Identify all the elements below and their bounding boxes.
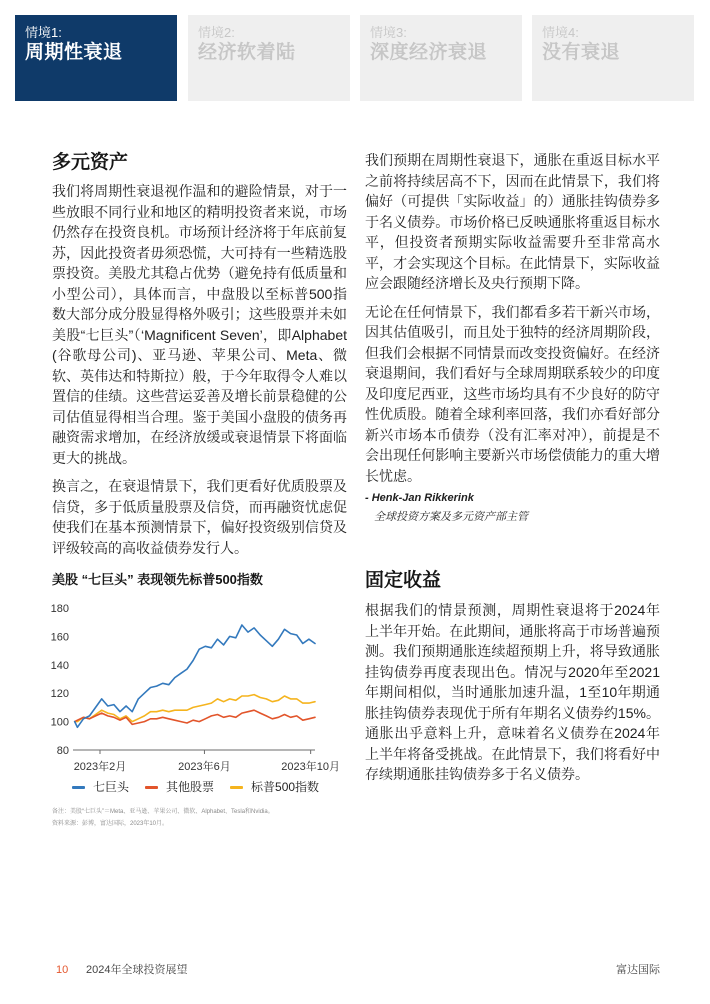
- body-paragraph: 根据我们的情景预测，周期性衰退将于2024年上半年开始。在此期间，通胀将高于市场普遍预测。我们预期通胀连续超预期上升，将导致通胀挂钩债券再度表现出色。情况与2020年至2021年期间相似，当时通胀加速升温，1至10年期通胀挂钩债券表现优于所有年期名义债券约15%。通胀出乎意料上升，意味着名义债券在2024年上半年将备受挑战。在此情景下，我们将看好中存续期通胀挂钩债券多于名义债券。: [365, 602, 660, 782]
- chart-source: 资料来源：彭博，富达国际，2023年10月。: [52, 821, 169, 827]
- multi-asset-body: [52, 181, 347, 558]
- y-tick-label: 100: [50, 716, 69, 729]
- author-attribution: [365, 489, 660, 527]
- tab-scenario-2[interactable]: [188, 15, 350, 101]
- tab-scenario-3[interactable]: [360, 15, 522, 101]
- author-name: - Henk-Jan Rikkerink: [365, 492, 474, 504]
- legend-item: [145, 779, 214, 795]
- y-tick-label: 180: [50, 603, 69, 615]
- chart-title: 美股 “七巨头” 表现领先标普500指数: [52, 572, 263, 587]
- tab-label: 情境3:: [370, 25, 407, 40]
- chart-footnote: [52, 806, 274, 830]
- tab-title: 深度经济衰退: [370, 42, 488, 63]
- legend-item: [230, 779, 319, 795]
- body-paragraph: 换言之，在衰退情景下，我们更看好优质股票及信贷，多于低质量股票及信贷，而再融资忧虑促使我们在基本预测情景下，偏好投资级别信贷及评级较高的高收益债券发行人。: [52, 478, 347, 556]
- legend-label: 七巨头: [93, 780, 130, 794]
- legend-item: [72, 779, 129, 795]
- tab-title: 没有衰退: [542, 42, 621, 63]
- series-line-2: [75, 710, 315, 724]
- y-tick-label: 80: [56, 745, 69, 757]
- y-tick-label: 120: [50, 688, 69, 701]
- x-tick-label: 2023年2月: [73, 761, 127, 773]
- legend-swatch: [145, 786, 158, 789]
- series-line-1: [75, 625, 315, 727]
- body-paragraph: 我们将周期性衰退视作温和的避险情景，对于一些放眼不同行业和地区的精明投资者来说，市场仍然存在投资良机。市场预计经济将于年底前复苏，因此投资者毋须恐慌，大可持有一些精选股票投资。美股尤其稳占优势（避免持有低质量和小型公司），具体而言，中盘股以至标普500指数大部分成分股显得格外吸引；这些股票并未如美股“七巨头”（‘Magnificent Seven’，即Alphabet (谷歌母公司)、亚马逊、苹果公司、Meta、微软、英伟达和特斯拉）般，于今年取得令人难以置信的佳绩。这些营运妥善及增长前景稳健的公司估值显得相当合理。鉴于美国小盘股的债务再融资需求增加，在经济放缓或衰退情景下将面临更大的挑战。: [52, 183, 347, 466]
- brand-name: 富达国际: [616, 964, 660, 976]
- tab-scenario-1[interactable]: [15, 15, 177, 101]
- body-paragraph: 我们预期在周期性衰退下，通胀在重返目标水平之前将持续居高不下，因而在此情景下，我们将偏好（可提供「实际收益」的）通胀挂钩债券多于名义债券。市场价格已反映通胀将重返目标水平，但投资者预期实际收益需要升至非常高水平，才会实现这个目标。在此情景下，实际收益应会跟随经济增长及央行预期下降。: [365, 152, 660, 291]
- y-tick-label: 140: [50, 659, 69, 672]
- section-heading-multi-asset: 多元资产: [52, 152, 129, 173]
- y-tick-label: 160: [50, 631, 69, 644]
- x-tick-label: 2023年6月: [178, 761, 231, 773]
- tab-title: 经济软着陆: [198, 42, 296, 63]
- chart-legend: [72, 779, 319, 795]
- tab-label: 情境4:: [542, 25, 579, 40]
- fixed-income-body: [365, 600, 660, 785]
- legend-label: 其他股票: [166, 780, 215, 794]
- tab-title: 周期性衰退: [25, 42, 123, 63]
- legend-swatch: [230, 786, 243, 789]
- legend-swatch: [72, 786, 85, 789]
- line-chart: [52, 596, 347, 774]
- author-title: 全球投资方案及多元资产部主管: [374, 511, 528, 523]
- chart-note: 备注：美股“七巨头”＝Meta、亚马逊、苹果公司、微软、Alphabet、Tesla和Nvidia。: [52, 809, 274, 815]
- tab-label: 情境2:: [198, 25, 235, 40]
- tab-label: 情境1:: [25, 25, 62, 40]
- inflation-em-body: [365, 150, 660, 486]
- page-number: 10: [56, 964, 69, 976]
- section-heading-fixed-income: 固定收益: [365, 570, 442, 591]
- body-paragraph: 无论在任何情景下，我们都看多若干新兴市场，因其估值吸引，而且处于独特的经济周期阶段，但我们会根据不同情景而改变投资偏好。在经济衰退期间，我们看好与全球周期联系较少的印度及印度尼西亚，这些市场均具有不少良好的防守性优质股。随着全球利率回落，我们亦看好部分新兴市场本币债券（没有汇率对冲），前提是不会出现任何影响主要新兴市场偿债能力的重大增长忧虑。: [365, 303, 660, 484]
- x-tick-label: 2023年10月: [281, 761, 341, 773]
- publication-title: 2024年全球投资展望: [86, 964, 188, 976]
- tab-scenario-4[interactable]: [532, 15, 694, 101]
- legend-label: 标普500指数: [251, 780, 320, 794]
